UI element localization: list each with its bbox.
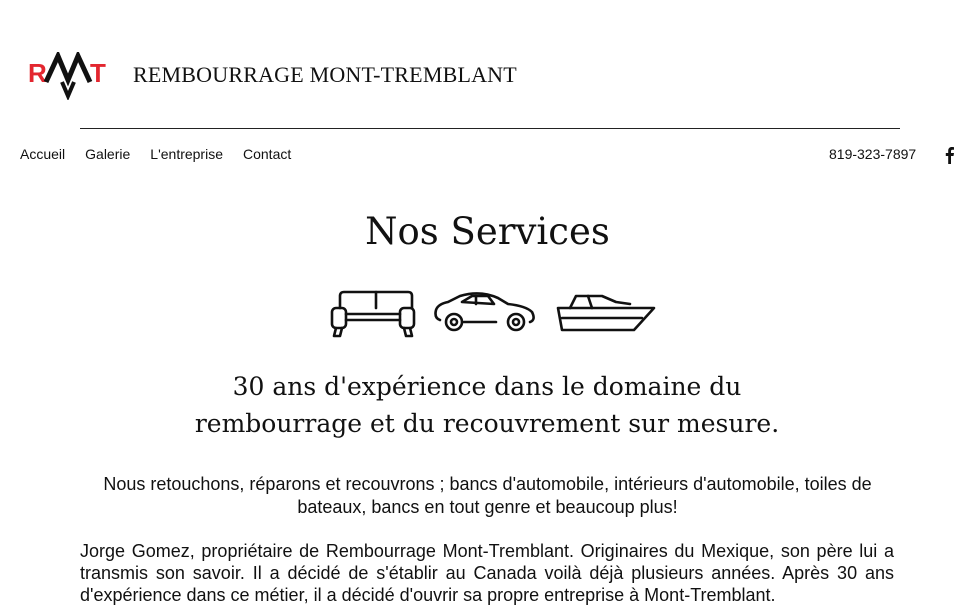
nav-item-galerie[interactable]: Galerie: [85, 146, 131, 162]
phone-number[interactable]: 819-323-7897: [829, 146, 917, 162]
subtitle-line-1: 30 ans d'expérience dans le domaine du: [232, 372, 742, 401]
owner-description: Jorge Gomez, propriétaire de Rembourrage Mont-Tremblant. Originaires du Mexique, son père lui a transmis son savoir. Il a décidé de s'établir au Canada voilà déjà plusieurs années. Après 30 ans d'expérience dans ce métier, il a décidé d'ouvrir sa propre entreprise à Mont-Tremblant.: [80, 541, 894, 605]
brand-name[interactable]: REMBOURRAGE MONT-TREMBLANT: [133, 62, 517, 87]
page-title: Nos Services: [365, 210, 610, 253]
facebook-icon[interactable]: [942, 146, 956, 164]
sofa-icon: [332, 292, 414, 336]
boat-icon: [558, 296, 654, 330]
services-description: Nous retouchons, réparons et recouvrons ; bancs d'automobile, intérieurs d'automobile, toiles de bateaux, bancs en tout genre et beaucoup plus!: [103, 474, 872, 517]
header-divider: [80, 128, 900, 129]
nav-item-accueil[interactable]: Accueil: [20, 146, 66, 162]
nav-item-contact[interactable]: Contact: [243, 146, 292, 162]
services-subtitle: [160, 368, 814, 442]
car-icon: [436, 293, 534, 330]
subtitle-line-2: rembourrage et du recouvrement sur mesure.: [194, 409, 780, 438]
company-logo[interactable]: [28, 52, 112, 100]
service-icons: [330, 288, 660, 342]
logo-letter-r: R: [28, 58, 47, 88]
logo-letter-t: T: [90, 58, 106, 88]
nav-item-entreprise[interactable]: L'entreprise: [150, 146, 223, 162]
logo-m-shape: [46, 56, 90, 82]
main-nav: [20, 146, 291, 162]
